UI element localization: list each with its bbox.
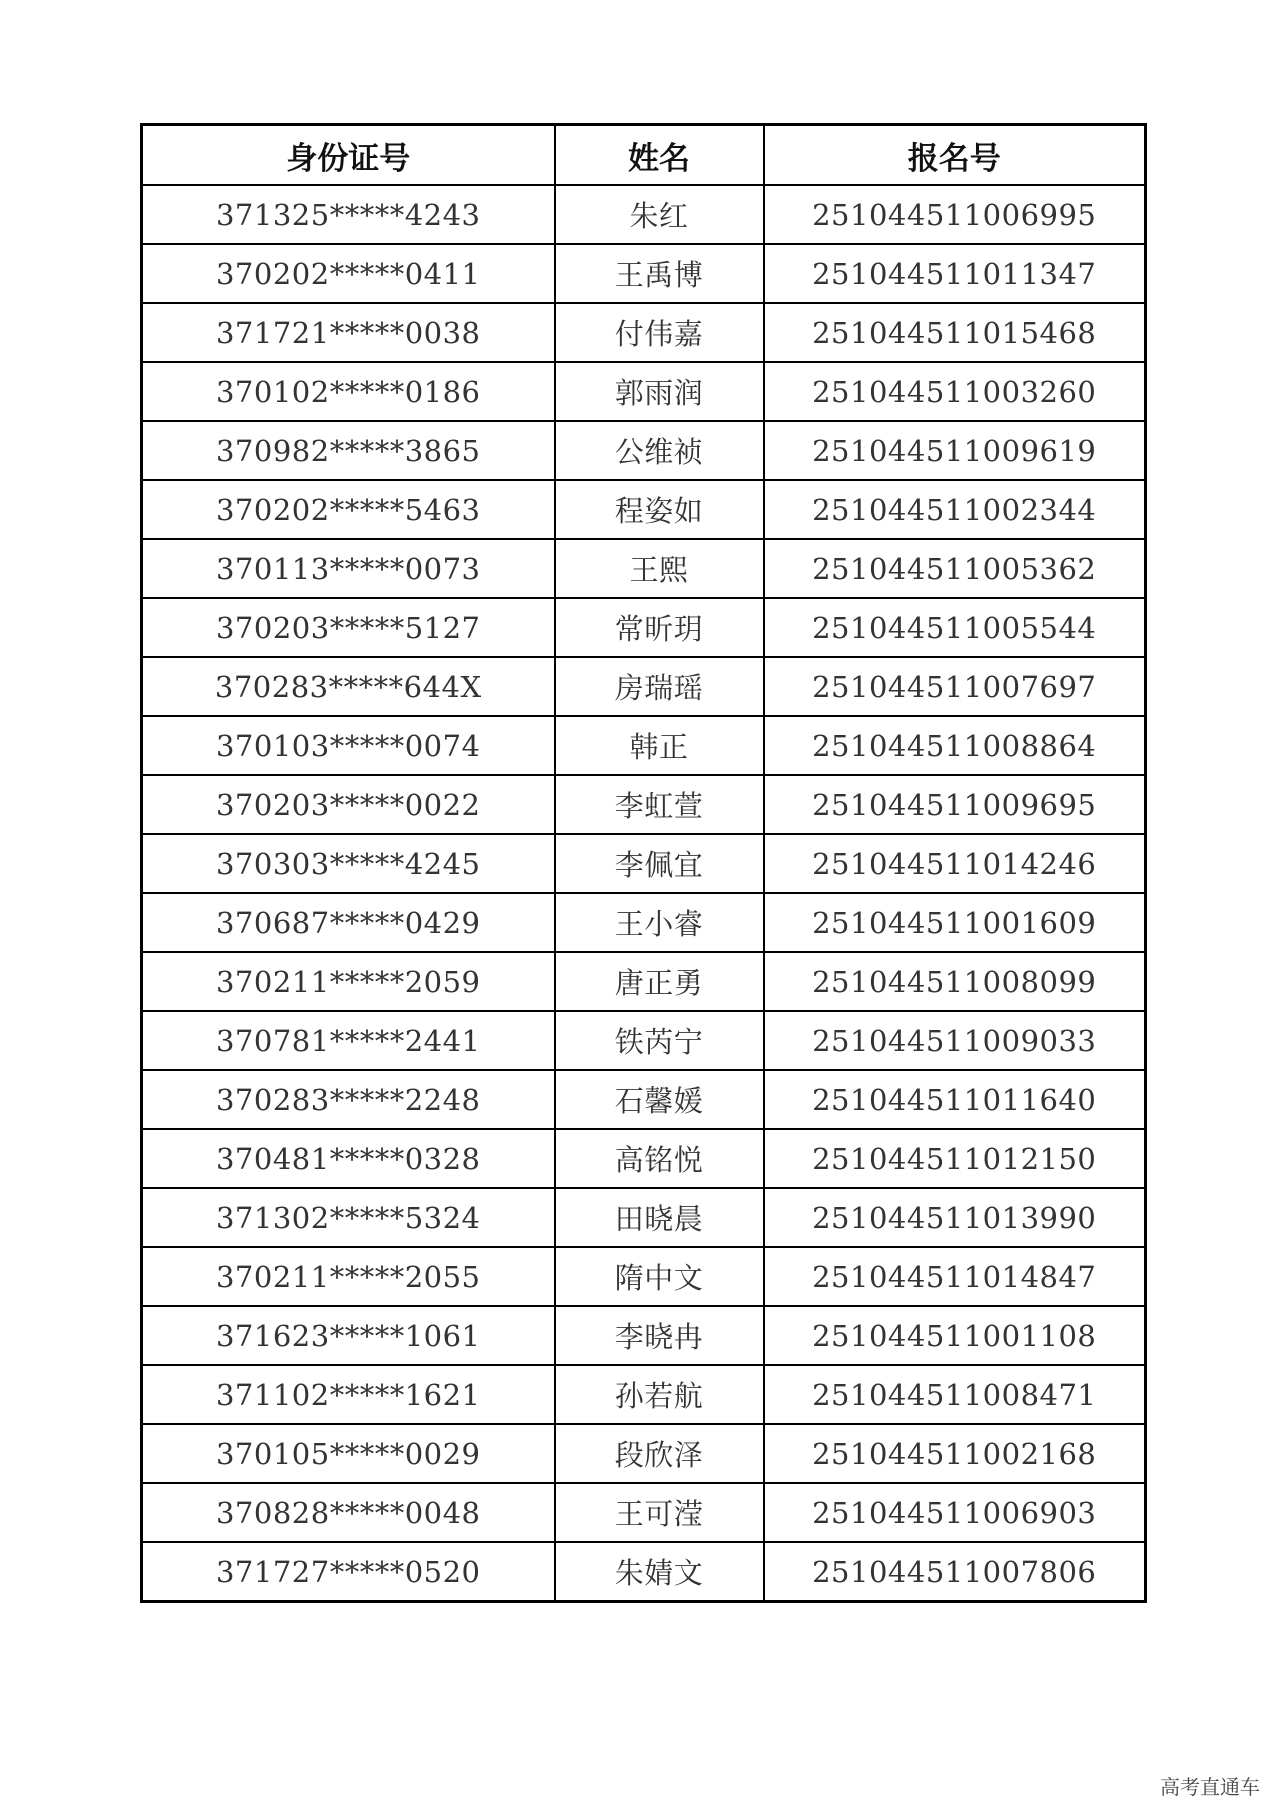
table-row	[142, 1247, 1146, 1306]
cell-id-number: 370203*****0022	[142, 775, 555, 834]
cell-registration-number: 251044511002344	[764, 480, 1146, 539]
cell-registration-number: 251044511001108	[764, 1306, 1146, 1365]
cell-name: 常昕玥	[555, 598, 764, 657]
cell-registration-number: 251044511007697	[764, 657, 1146, 716]
cell-name: 李晓冉	[555, 1306, 764, 1365]
table-row	[142, 1542, 1146, 1602]
cell-name: 程姿如	[555, 480, 764, 539]
cell-registration-number: 251044511011347	[764, 244, 1146, 303]
table-row	[142, 1424, 1146, 1483]
table-row	[142, 244, 1146, 303]
cell-id-number: 370828*****0048	[142, 1483, 555, 1542]
table-row	[142, 716, 1146, 775]
cell-id-number: 371325*****4243	[142, 185, 555, 244]
cell-id-number: 371302*****5324	[142, 1188, 555, 1247]
cell-name: 朱红	[555, 185, 764, 244]
cell-registration-number: 251044511006903	[764, 1483, 1146, 1542]
cell-name: 唐正勇	[555, 952, 764, 1011]
cell-id-number: 370211*****2055	[142, 1247, 555, 1306]
cell-name: 隋中文	[555, 1247, 764, 1306]
table-row	[142, 480, 1146, 539]
table-row	[142, 1129, 1146, 1188]
cell-id-number: 370203*****5127	[142, 598, 555, 657]
cell-registration-number: 251044511005362	[764, 539, 1146, 598]
cell-id-number: 371623*****1061	[142, 1306, 555, 1365]
cell-name: 朱婧文	[555, 1542, 764, 1602]
cell-id-number: 370687*****0429	[142, 893, 555, 952]
watermark-text: 高考直通车	[1160, 1775, 1260, 1799]
cell-registration-number: 251044511002168	[764, 1424, 1146, 1483]
cell-id-number: 370982*****3865	[142, 421, 555, 480]
cell-name: 李虹萱	[555, 775, 764, 834]
cell-id-number: 370102*****0186	[142, 362, 555, 421]
cell-name: 高铭悦	[555, 1129, 764, 1188]
table-row	[142, 1070, 1146, 1129]
cell-id-number: 370283*****644X	[142, 657, 555, 716]
cell-name: 公维祯	[555, 421, 764, 480]
cell-registration-number: 251044511008471	[764, 1365, 1146, 1424]
table-row	[142, 1011, 1146, 1070]
table-row	[142, 893, 1146, 952]
header-registration-number: 报名号	[764, 125, 1146, 186]
cell-id-number: 370283*****2248	[142, 1070, 555, 1129]
cell-name: 房瑞瑶	[555, 657, 764, 716]
cell-id-number: 370103*****0074	[142, 716, 555, 775]
cell-name: 李佩宜	[555, 834, 764, 893]
cell-name: 王禹博	[555, 244, 764, 303]
table-row	[142, 834, 1146, 893]
cell-id-number: 370202*****0411	[142, 244, 555, 303]
table-row	[142, 1306, 1146, 1365]
header-id-number: 身份证号	[142, 125, 555, 186]
table-row	[142, 185, 1146, 244]
cell-registration-number: 251044511015468	[764, 303, 1146, 362]
cell-name: 石馨媛	[555, 1070, 764, 1129]
cell-id-number: 371102*****1621	[142, 1365, 555, 1424]
table-row	[142, 539, 1146, 598]
cell-id-number: 371721*****0038	[142, 303, 555, 362]
table-row	[142, 952, 1146, 1011]
cell-registration-number: 251044511001609	[764, 893, 1146, 952]
header-name: 姓名	[555, 125, 764, 186]
cell-registration-number: 251044511012150	[764, 1129, 1146, 1188]
cell-registration-number: 251044511014246	[764, 834, 1146, 893]
cell-id-number: 370303*****4245	[142, 834, 555, 893]
cell-registration-number: 251044511009619	[764, 421, 1146, 480]
table-header-row	[142, 125, 1146, 186]
cell-registration-number: 251044511006995	[764, 185, 1146, 244]
cell-registration-number: 251044511013990	[764, 1188, 1146, 1247]
table-row	[142, 657, 1146, 716]
admission-roster-table	[140, 123, 1147, 1603]
cell-id-number: 370781*****2441	[142, 1011, 555, 1070]
cell-name: 铁芮宁	[555, 1011, 764, 1070]
table-row	[142, 775, 1146, 834]
cell-name: 田晓晨	[555, 1188, 764, 1247]
table-row	[142, 1365, 1146, 1424]
table-row	[142, 1188, 1146, 1247]
cell-registration-number: 251044511005544	[764, 598, 1146, 657]
table-row	[142, 1483, 1146, 1542]
cell-registration-number: 251044511008864	[764, 716, 1146, 775]
cell-name: 段欣泽	[555, 1424, 764, 1483]
cell-registration-number: 251044511008099	[764, 952, 1146, 1011]
cell-id-number: 370481*****0328	[142, 1129, 555, 1188]
table-row	[142, 362, 1146, 421]
cell-registration-number: 251044511009695	[764, 775, 1146, 834]
cell-registration-number: 251044511009033	[764, 1011, 1146, 1070]
cell-name: 付伟嘉	[555, 303, 764, 362]
cell-registration-number: 251044511007806	[764, 1542, 1146, 1602]
cell-registration-number: 251044511003260	[764, 362, 1146, 421]
cell-id-number: 370211*****2059	[142, 952, 555, 1011]
cell-name: 韩正	[555, 716, 764, 775]
table-body	[142, 185, 1146, 1602]
table-row	[142, 421, 1146, 480]
cell-id-number: 370113*****0073	[142, 539, 555, 598]
cell-name: 王小睿	[555, 893, 764, 952]
cell-id-number: 371727*****0520	[142, 1542, 555, 1602]
cell-registration-number: 251044511014847	[764, 1247, 1146, 1306]
cell-name: 孙若航	[555, 1365, 764, 1424]
cell-name: 王可滢	[555, 1483, 764, 1542]
cell-registration-number: 251044511011640	[764, 1070, 1146, 1129]
table-row	[142, 598, 1146, 657]
cell-name: 王熙	[555, 539, 764, 598]
cell-id-number: 370202*****5463	[142, 480, 555, 539]
cell-name: 郭雨润	[555, 362, 764, 421]
cell-id-number: 370105*****0029	[142, 1424, 555, 1483]
table-row	[142, 303, 1146, 362]
